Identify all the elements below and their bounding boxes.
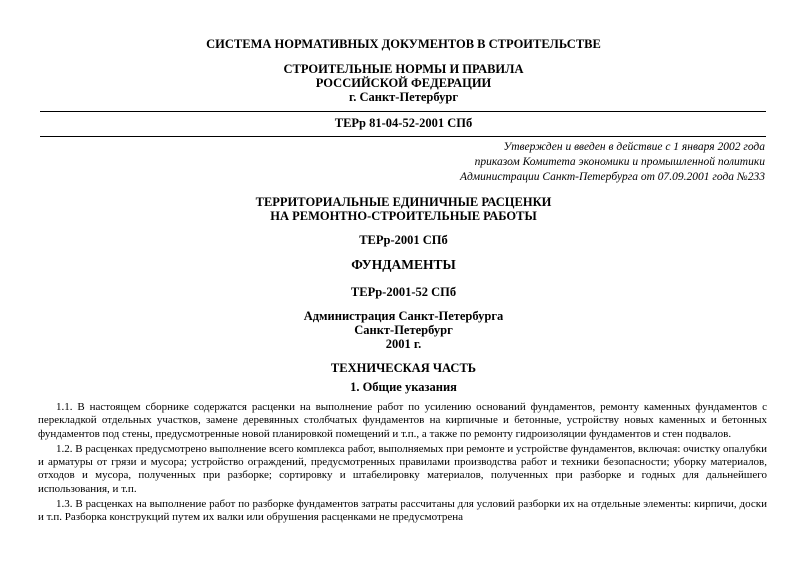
system-title: СИСТЕМА НОРМАТИВНЫХ ДОКУМЕНТОВ В СТРОИТЕЛЬСТВЕ	[206, 37, 601, 51]
approval-line-2: приказом Комитета экономики и промышленной политики	[474, 156, 765, 168]
collection-code: ТЕРр-2001 СПб	[359, 233, 448, 247]
approval-line-1: Утвержден и введен в действие с 1 января 2002 года	[503, 141, 765, 153]
norms-line-2: РОССИЙСКОЙ ФЕДЕРАЦИИ	[315, 76, 492, 90]
title-line-1: ТЕРРИТОРИАЛЬНЫЕ ЕДИНИЧНЫЕ РАСЦЕНКИ	[255, 195, 552, 209]
title-line-2: НА РЕМОНТНО-СТРОИТЕЛЬНЫЕ РАБОТЫ	[270, 209, 537, 223]
paragraph-1-3: 1.3. В расценках на выполнение работ по разборке фундаментов затраты рассчитаны для условий разборки их на отдельные элементы: кирпичи, доски и т.п. Разборка конструкций путем их валки или обрушения расценками не предусмотрена	[38, 498, 767, 524]
section-title: ТЕХНИЧЕСКАЯ ЧАСТЬ	[330, 361, 477, 375]
main-title: ФУНДАМЕНТЫ	[351, 257, 456, 272]
paragraph-1-2: 1.2. В расценках предусмотрено выполнение всего комплекса работ, выполняемых при ремонте и устройстве фундаментов, включая: очистку опалубки и арматуры от грязи и мусора; устройство ограждений, предусмотренных правилами производства работ и техники безопасности; уборку материалов, отходов и мусора, полученных при разборке; сортировку и штабелировку материалов, полученных при разборке и годных для дальнейшего использования, и т.п.	[38, 442, 767, 495]
publication-year: 2001 г.	[385, 337, 422, 351]
norms-line-1: СТРОИТЕЛЬНЫЕ НОРМЫ И ПРАВИЛА	[283, 62, 524, 76]
approval-line-3: Администрации Санкт-Петербурга от 07.09.2001 года №233	[459, 171, 765, 183]
divider-bottom	[40, 136, 766, 137]
paragraph-1-1: 1.1. В настоящем сборнике содержатся расценки на выполнение работ по усилению оснований фундаментов, ремонту каменных фундаментов с перекладкой отдельных участков, замене деревянных столбчатых фундаментов на кирпичные и бетонные, устройству новых каменных и бетонных фундаментов под стены, предусмотренные новой планировкой помещений и т.п., а также по ремонту гидроизоляции фундаментов и стен подвалов.	[38, 401, 767, 440]
publisher-city: Санкт-Петербург	[354, 323, 453, 337]
section-code: ТЕРр-2001-52 СПб	[350, 285, 457, 299]
section-body	[38, 401, 767, 527]
divider-top	[40, 111, 766, 112]
publisher: Администрация Санкт-Петербурга	[303, 309, 504, 323]
document-code: ТЕРр 81-04-52-2001 СПб	[334, 116, 473, 130]
section-subtitle: 1. Общие указания	[350, 380, 457, 394]
city-line: г. Санкт-Петербург	[348, 90, 459, 104]
